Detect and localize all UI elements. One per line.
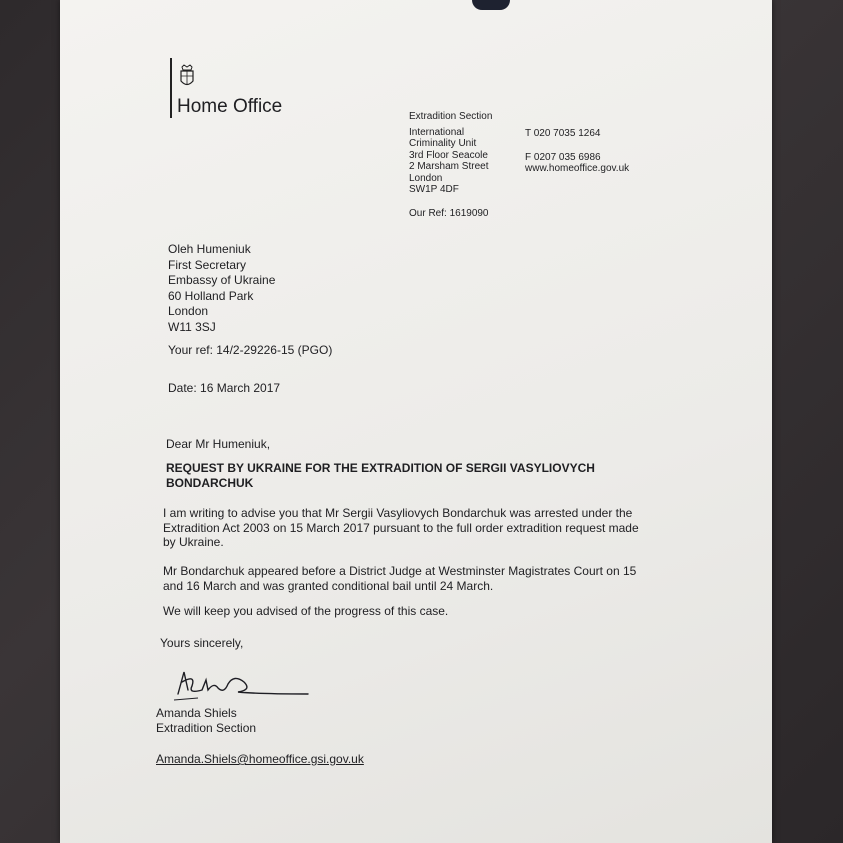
address-line: SW1P 4DF	[409, 184, 459, 195]
our-reference: Our Ref: 1619090	[409, 208, 489, 219]
body-paragraph: Mr Bondarchuk appeared before a District Judge at Westminster Magistrates Court on 15 and 16 March and was granted conditional bail until 24 March.	[163, 564, 637, 593]
signatory-block	[156, 706, 256, 736]
recipient-line: London	[168, 304, 209, 318]
telephone: T 020 7035 1264	[525, 128, 601, 139]
recipient-line: Embassy of Ukraine	[168, 273, 276, 287]
royal-crest-icon	[178, 64, 196, 90]
letter-subject: REQUEST BY UKRAINE FOR THE EXTRADITION OF SERGII VASYLIOVYCH BONDARCHUK	[166, 461, 595, 490]
website: www.homeoffice.gov.uk	[525, 163, 630, 174]
your-reference: Your ref: 14/2-29226-15 (PGO)	[168, 343, 333, 357]
address-line: Extradition Section	[409, 111, 493, 122]
letter-date: Date: 16 March 2017	[168, 381, 281, 395]
address-line: London	[409, 172, 443, 184]
address-line: 3rd Floor Seacole	[409, 149, 488, 161]
logo-divider	[170, 58, 172, 118]
contact-details	[525, 128, 629, 175]
paper-clip	[472, 0, 510, 10]
address-line: 2 Marsham Street	[409, 161, 489, 172]
recipient-address	[168, 242, 275, 335]
letter-page	[60, 0, 772, 843]
handwritten-signature	[168, 664, 318, 704]
address-line: International	[409, 126, 465, 138]
recipient-line: W11 3SJ	[168, 319, 216, 334]
signatory-section: Extradition Section	[156, 721, 257, 735]
org-name: Home Office	[177, 96, 283, 117]
signatory-name: Amanda Shiels	[156, 706, 237, 720]
recipient-line: Oleh Humeniuk	[168, 242, 251, 256]
recipient-line: First Secretary	[168, 257, 247, 272]
address-line: Criminality Unit	[409, 138, 477, 149]
recipient-line: 60 Holland Park	[168, 288, 254, 303]
fax: F 0207 035 6986	[525, 151, 601, 163]
sender-address	[409, 111, 492, 196]
salutation: Dear Mr Humeniuk,	[166, 437, 271, 451]
body-paragraph: We will keep you advised of the progress of this case.	[163, 604, 449, 618]
body-paragraph: I am writing to advise you that Mr Sergii Vasyliovych Bondarchuk was arrested under the Extradition Act 2003 on 15 March 2017 pursuant to the full order extradition request made by Ukraine.	[163, 506, 639, 549]
signatory-email: Amanda.Shiels@homeoffice.gsi.gov.uk	[156, 752, 364, 766]
closing: Yours sincerely,	[160, 636, 244, 650]
